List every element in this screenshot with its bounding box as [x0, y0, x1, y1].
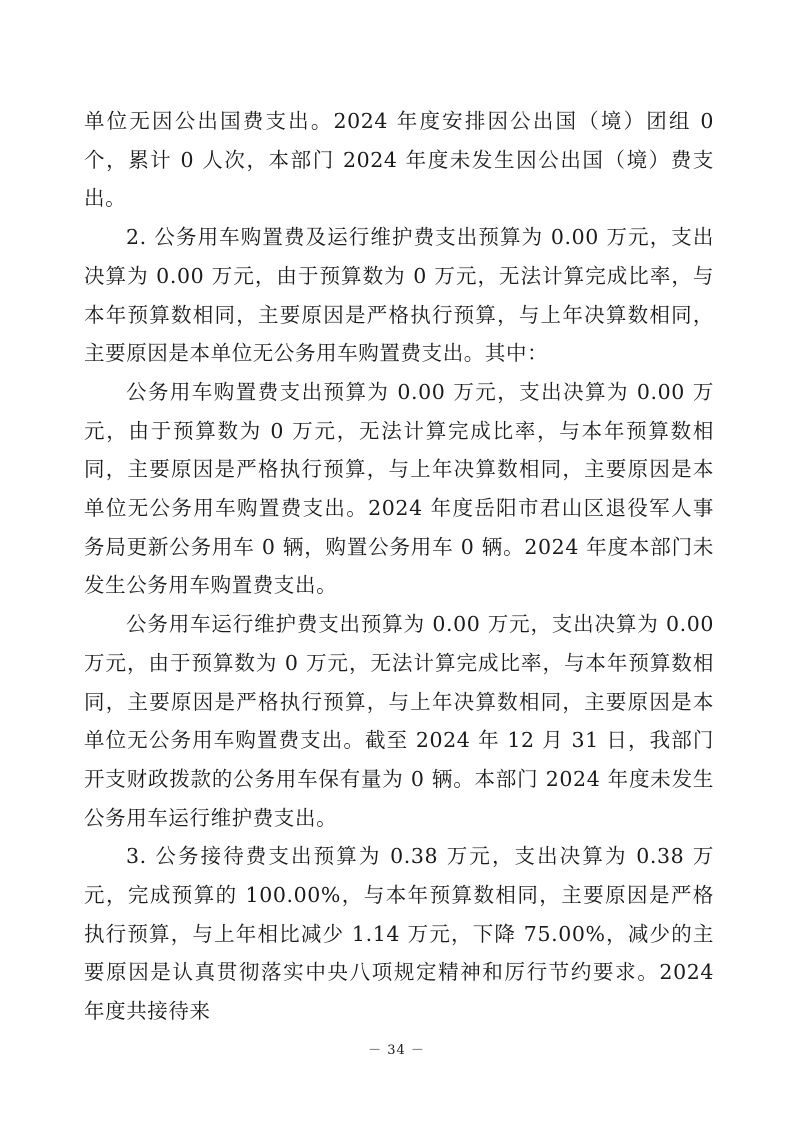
paragraph-reception: 3. 公务接待费支出预算为 0.38 万元，支出决算为 0.38 万元，完成预算的 100.00%，与本年预算数相同，主要原因是严格执行预算，与上年相比减少 1.14 万元，下降 75.00%，减少的主要原因是认真贯彻落实中央八项规定精神和厉行节约要求。2024 年度共接待来: [84, 844, 714, 1024]
paragraph-vehicle-maintenance: 公务用车运行维护费支出预算为 0.00 万元，支出决算为 0.00 万元，由于预算数为 0 万元，无法计算完成比率，与本年预算数相同，主要原因是严格执行预算，与上年决算数相同，主要原因是本单位无公务用车购置费支出。截至 2024 年 12 月 31 日，我部门开支财政拨款的公务用车保有量为 0 辆。本部门 2024 年度未发生公务用车运行维护费支出。: [84, 612, 714, 830]
paragraph-overseas-continuation: 单位无因公出国费支出。2024 年度安排因公出国（境）团组 0 个，累计 0 人次，本部门 2024 年度未发生因公出国（境）费支出。: [84, 109, 714, 211]
page-number: － 34 －: [368, 1043, 425, 1058]
paragraph-vehicle-total: 2. 公务用车购置费及运行维护费支出预算为 0.00 万元，支出决算为 0.00 万元，由于预算数为 0 万元，无法计算完成比率，与本年预算数相同，主要原因是严格执行预算，与上年决算数相同，主要原因是本单位无公务用车购置费支出。其中：: [84, 225, 714, 366]
body-text: [84, 102, 714, 1031]
paragraph-vehicle-purchase: 公务用车购置费支出预算为 0.00 万元，支出决算为 0.00 万元，由于预算数为 0 万元，无法计算完成比率，与本年预算数相同，主要原因是严格执行预算，与上年决算数相同，主要原因是本单位无公务用车购置费支出。2024 年度岳阳市君山区退役军人事务局更新公务用车 0 辆，购置公务用车 0 辆。2024 年度本部门未发生公务用车购置费支出。: [84, 379, 714, 598]
